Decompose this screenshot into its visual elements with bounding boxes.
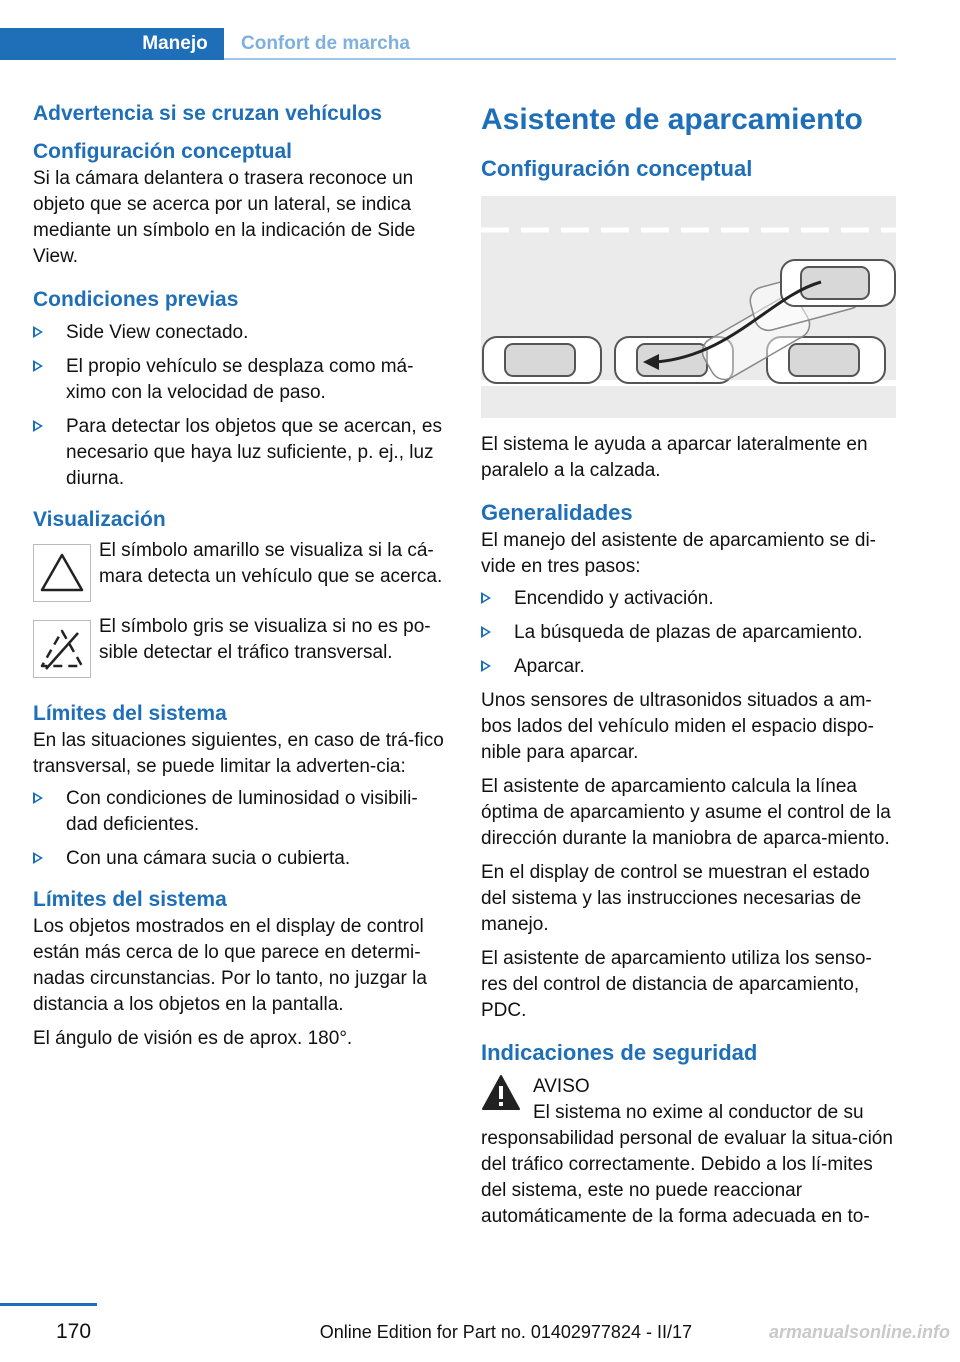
limits-list: [33, 786, 448, 872]
heading-preconditions: Condiciones previas: [33, 288, 239, 311]
header-accent-bar: [0, 28, 126, 60]
list-item: El propio vehículo se desplaza como má‐ximo con la velocidad de paso.: [33, 354, 448, 406]
display-yellow-text: El símbolo amarillo se visualiza si la cá‐mara detecta un vehículo que se acerca.: [99, 540, 443, 587]
list-item: Con condiciones de luminosidad o visibili‐dad deficientes.: [33, 786, 448, 838]
edition-note: Online Edition for Part no. 01402977824 - II/17: [319, 1322, 692, 1342]
display-grey-row: [33, 614, 448, 674]
list-item: Para detectar los objetos que se acercan, es necesario que haya luz suficiente, p. ej., luz diurna.: [33, 414, 448, 492]
header-rule: [224, 58, 896, 60]
display-yellow-row: [33, 538, 448, 598]
left-column: [33, 100, 448, 1052]
section-title-parking-assistant: Asistente de aparcamiento: [481, 103, 863, 136]
heading-safety: Indicaciones de seguridad: [481, 1040, 758, 1065]
display-paragraph: En el display de control se muestran el estado del sistema y las instrucciones necesarias de manejo.: [481, 862, 870, 935]
parked-car-left: [483, 337, 601, 383]
tab-confort-de-marcha[interactable]: Confort de marcha: [241, 33, 410, 54]
list-item: La búsqueda de plazas de aparcamiento.: [481, 620, 896, 646]
heading-display: Visualización: [33, 508, 166, 531]
calculation-paragraph: El asistente de aparcamiento calcula la línea óptima de aparcamiento y asume el control de la dirección durante la maniobra de aparca‐miento.: [481, 776, 891, 849]
heading-system-limits-1: Límites del sistema: [33, 702, 227, 725]
view-angle-text: El ángulo de visión es de aprox. 180°.: [33, 1028, 353, 1049]
warning-triangle-crossed-icon: [33, 620, 91, 678]
parking-diagram: [481, 196, 896, 418]
list-item: Aparcar.: [481, 654, 896, 680]
pdc-paragraph: El asistente de aparcamiento utiliza los senso‐res del control de distancia de aparcamiento, PDC.: [481, 948, 872, 1021]
general-paragraph: El manejo del asistente de aparcamiento se di‐vide en tres pasos:: [481, 530, 877, 577]
right-column: [481, 100, 896, 1230]
page-number: 170: [56, 1320, 92, 1343]
heading-system-limits-2: Límites del sistema: [33, 888, 227, 911]
steps-list: [481, 586, 896, 680]
caution-icon: [481, 1074, 521, 1112]
concept-paragraph: Si la cámara delantera o trasera reconoce un objeto que se acerca por un lateral, se indica mediante un símbolo en la indicación de Side View.: [33, 168, 416, 267]
heading-concept: Configuración conceptual: [33, 140, 293, 163]
warning-triangle-icon: [33, 544, 91, 602]
limits-paragraph-2: Los objetos mostrados en el display de control están más cerca de lo que parece en determi‐nadas circunstancias. Por lo tanto, no juzgar la distancia a los objetos en la pantalla.: [33, 916, 427, 1015]
section-title-cross-traffic: Advertencia si se cruzan vehículos: [33, 102, 382, 125]
safety-warning: [481, 1074, 896, 1230]
watermark-site: armanualsonline.info: [768, 1322, 950, 1342]
heading-general: Generalidades: [481, 500, 633, 525]
list-item: Encendido y activación.: [481, 586, 896, 612]
list-item: Con una cámara sucia o cubierta.: [33, 846, 448, 872]
footer-rule: [0, 1303, 97, 1306]
heading-concept-right: Configuración conceptual: [481, 156, 753, 181]
moving-car: [781, 260, 895, 306]
sensors-paragraph: Unos sensores de ultrasonidos situados a am‐bos lados del vehículo miden el espacio dispo‐nible para aparcar.: [481, 690, 874, 763]
limits-paragraph: En las situaciones siguientes, en caso de trá‐fico transversal, se puede limitar la adverten‐cia:: [33, 730, 444, 777]
warning-text: El sistema no exime al conductor de su responsabilidad personal de evaluar la situa‐ción del tráfico correctamente. Debido a los lí‐mites del sistema, este no puede reaccionar automáticamente de la forma adecuada en to‐: [481, 1102, 893, 1227]
tab-manejo[interactable]: Manejo: [126, 28, 224, 60]
list-item: Side View conectado.: [33, 320, 448, 346]
preconditions-list: [33, 320, 448, 492]
warning-title: AVISO: [533, 1076, 590, 1097]
assistant-intro: El sistema le ayuda a aparcar lateralmente en paralelo a la calzada.: [481, 434, 868, 481]
display-grey-text: El símbolo gris se visualiza si no es po‐sible detectar el tráfico transversal.: [99, 616, 431, 663]
